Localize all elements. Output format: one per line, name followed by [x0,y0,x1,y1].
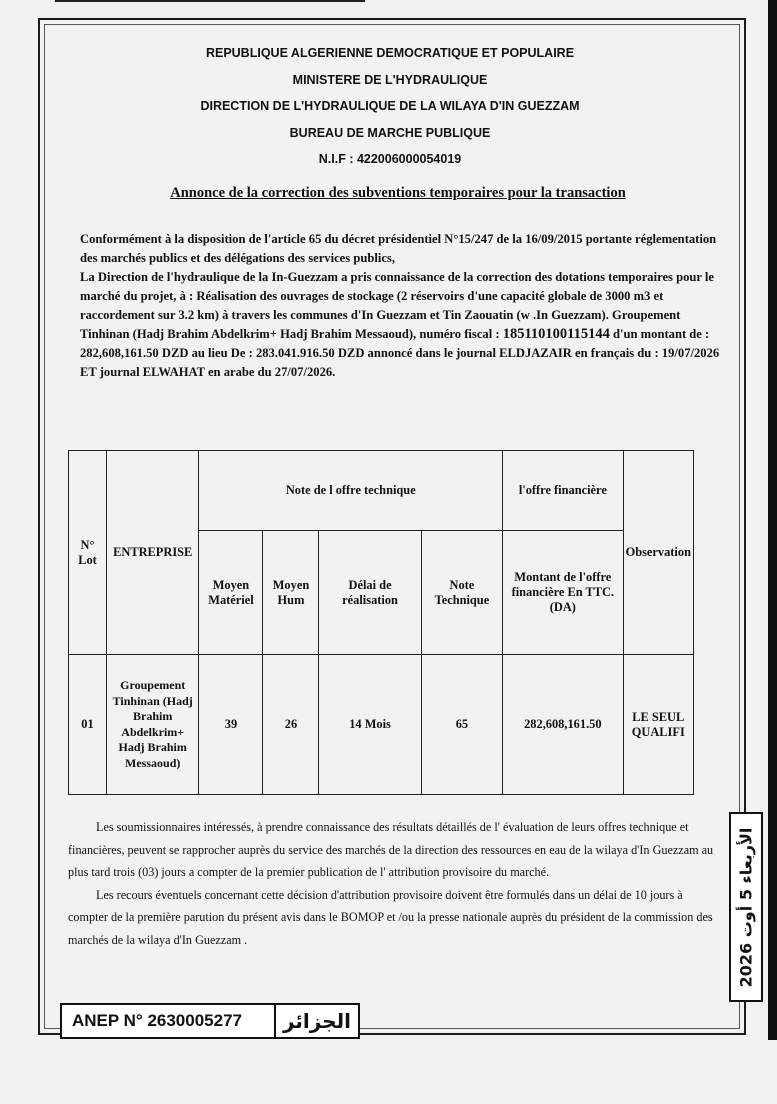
table-row [69,655,694,795]
col-materiel-header: Moyen Matériel [199,531,263,655]
col-delai-header: Délai de réalisation [319,531,421,655]
announcement-title: Annonce de la correction des subventions temporaires pour la transaction [170,185,626,201]
cell-note: 65 [421,655,503,795]
cell-lot: 01 [69,655,107,795]
document-header [60,40,720,173]
table-header-row [69,451,694,531]
fiscal-number: 185110100115144 [502,326,610,342]
col-tech-header: Note de l offre technique [199,451,503,531]
body-paragraph-decree: Conformément à la disposition de l'article 65 du décret présidentiel N°15/247 de la 16/09/2015 portante réglementation des marchés publics et des délégations des services publics, [80,232,717,265]
body-paragraph-correction [80,268,720,382]
top-rule [55,0,365,2]
cell-montant: 282,608,161.50 [503,655,623,795]
date-stamp-text: الأربعاء 5 أوت 2026 [736,827,756,987]
footer-paragraph-results: Les soumissionnaires intéressés, à prendre connaissance des résultats détaillés de l' évaluation de leurs offres technique et financières, peuvent se rapprocher auprès du service des marchés de la direction des ressources en eau de la wilaya d'In Guezzam au plus tard trois (03) jours a compter de la premier publication de l' attribution provisoire du marché. [68,820,714,879]
col-entreprise-header: ENTREPRISE [107,451,199,655]
announcement-body [80,230,720,382]
header-ministry: MINISTERE DE L'HYDRAULIQUE [292,72,488,87]
date-stamp [729,812,763,1002]
page-edge [768,0,777,1040]
header-nif: N.I.F : 422006000054019 [318,152,462,166]
cell-materiel: 39 [199,655,263,795]
col-note-header: Note Technique [421,531,503,655]
col-lot-header: N° Lot [69,451,107,655]
body-correction-start: La Direction de l'hydraulique de la In-Guezzam a pris connaissance de la correction des dotations temporaires pour le marché du projet, à : Réalisation des ouvrages de stockage (2 réservoirs d'une capacité globale de 3000 m3 et raccordement sur 3.2 km) à travers les communes d'In Guezzam et Tin Zaouatin (w .In Guezzam). Groupement Tinhinan (Hadj Brahim Abdelkrim+ Hadj Brahim Messaoud), numéro fiscal : [80,270,714,341]
newspaper-logo: الجزائر [274,1005,358,1037]
col-fin-header: l'offre financière [503,451,623,531]
cell-hum: 26 [263,655,319,795]
body-correction-end: d'un montant de : 282,608,161.50 DZD au lieu De : 283.041.916.50 DZD annoncé dans le journal ELDJAZAIR en français du : 19/07/2026 ET journal ELWAHAT en arabe du 27/07/2026. [80,327,720,379]
cell-observation: LE SEUL QUALIFI [623,655,693,795]
col-montant-header: Montant de l'offre financière En TTC.(DA) [503,531,623,655]
anep-number: ANEP N° 2630005277 [72,1011,242,1030]
results-table [68,450,694,795]
anep-reference-box [60,1003,360,1039]
cell-delai: 14 Mois [319,655,421,795]
header-bureau: BUREAU DE MARCHE PUBLIQUE [289,125,491,140]
col-hum-header: Moyen Hum [263,531,319,655]
cell-entreprise: Groupement Tinhinan (Hadj Brahim Abdelkrim+ Hadj Brahim Messaoud) [107,655,199,795]
header-direction: DIRECTION DE L'HYDRAULIQUE DE LA WILAYA D'IN GUEZZAM [200,99,580,113]
col-obs-header: Observation [623,451,693,655]
footer-paragraph-appeals: Les recours éventuels concernant cette décision d'attribution provisoire doivent être formulés dans un délai de 10 jours à compter de la première parution du présent avis dans le BOMOP et /ou la presse nationale auprès du président de la commission des marchés de la wilaya d'In Guezzam . [68,887,713,947]
announcement-footer [68,816,714,951]
header-republic: REPUBLIQUE ALGERIENNE DEMOCRATIQUE ET POPULAIRE [205,46,575,60]
